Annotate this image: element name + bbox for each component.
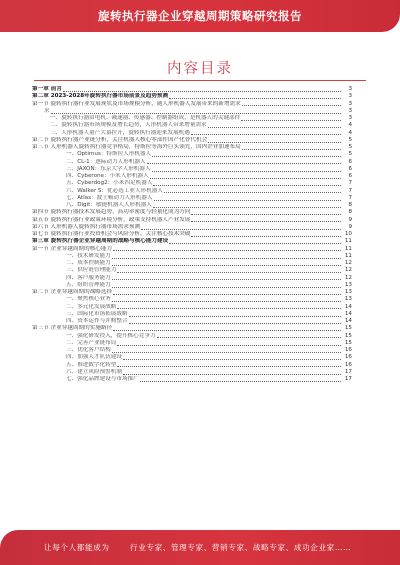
toc-entry-page: 6 [348,158,352,165]
toc-entry-label: 第三章 旋转执行器企业穿越周期的战略与核心能力建设 [32,238,169,245]
toc-entry[interactable] [32,188,352,195]
toc-entry-page: 3 [348,93,352,100]
toc-entry[interactable] [32,282,352,289]
toc-leader-dots [112,258,341,259]
toc-leader-dots [140,381,341,382]
toc-entry-page: 11 [344,252,352,259]
toc-entry-label: 二、完善产业链布局 [66,339,117,346]
toc-entry[interactable] [32,304,352,311]
toc-entry-page: 3 [348,107,352,114]
toc-entry-label: 第三节 企业穿越周期的实施路径 [32,325,113,332]
toc-leader-dots [112,279,341,280]
toc-entry[interactable] [32,333,352,340]
toc-entry-page: 4 [348,129,352,136]
toc-entry-page: 15 [344,325,352,332]
toc-entry[interactable] [32,369,352,376]
toc-entry-label: 二、成本控制能力 [66,260,111,266]
toc-entry-page: 12 [344,267,352,274]
toc-entry[interactable] [32,340,352,347]
report-title: 旋转执行器企业穿越周期策略研究报告 [98,9,302,23]
toc-leader-dots [191,236,341,237]
toc-entry-label: 第二节 旋转执行器产业链分析，关注机器人核心零部件国产化替代机会 [32,136,208,143]
toc-entry-label: 第一节 旋转执行器行业发展现状及市场规模分析，随人形机器人发展带来的新增需求 [32,100,241,107]
toc-entry-page: 3 [348,100,352,107]
table-of-contents [32,86,352,383]
toc-entry[interactable] [32,231,352,238]
toc-entry-page: 12 [344,260,352,266]
toc-entry-page: 13 [344,296,352,303]
toc-entry-label: 六、Walker S：优必选工业人形机器人 [66,187,163,194]
toc-entry[interactable] [32,180,352,187]
toc-entry[interactable] [32,238,352,245]
toc-leader-dots [208,142,341,143]
toc-entry[interactable] [32,311,352,318]
toc-leader-dots [242,149,341,150]
toc-entry-label: 五、推进数字化转型 [66,361,117,368]
toc-entry-label: 八、Digit：敏捷机器人人形机器人 [66,202,152,208]
toc-leader-dots [164,192,341,193]
toc-entry-label: 七、Atlas：波士顿动力人形机器人 [66,194,153,201]
toc-entry-label: 第二章 2023-2028年旋转执行器市场前景及趋势预测 [32,93,169,100]
toc-entry-page: 11 [344,245,352,252]
toc-entry[interactable] [32,93,352,100]
toc-leader-dots [113,250,341,251]
toc-entry-page: 7 [348,194,352,201]
toc-leader-dots [153,207,341,208]
toc-entry-label: 第五节 旋转执行器行业政策环境分析，政策支持机器人产业发展 [32,216,191,223]
toc-entry[interactable] [32,362,352,369]
toc-entry-page: 4 [348,122,352,129]
toc-leader-dots [169,98,341,99]
toc-entry-page: 17 [344,376,352,382]
toc-entry-label: 五、组织管理能力 [66,281,111,288]
toc-entry[interactable] [32,86,352,93]
toc-entry-label: 一、技术研发能力 [66,252,111,259]
toc-leader-dots [63,91,341,92]
toc-leader-dots [117,366,341,367]
toc-entry-label: 一、旋转执行器由电机、减速器、传感器、控制器组成，是机器人的关键部件 [50,115,241,121]
toc-entry-label: 四、客户服务能力 [66,274,111,281]
toc-entry[interactable] [32,246,352,253]
toc-entry[interactable] [32,166,352,173]
header-bar [0,0,400,32]
toc-entry-page: 10 [344,231,352,237]
toc-entry[interactable] [32,347,352,354]
toc-entry-page: 8 [348,202,352,208]
toc-entry-page: 11 [344,238,352,245]
toc-entry-label: 第一节 企业穿越周期的核心能力 [32,245,113,252]
toc-leader-dots [191,134,341,135]
toc-leader-dots [112,265,341,266]
toc-entry[interactable] [32,151,352,158]
toc-leader-dots [147,163,341,164]
toc-entry[interactable] [32,296,352,303]
toc-heading: 内容目录 [167,61,233,77]
toc-entry-page: 14 [344,318,352,324]
toc-entry[interactable] [32,101,352,108]
toc-entry[interactable] [32,108,352,115]
toc-entry-label: 四、资本运作与并购整合 [66,318,128,324]
toc-entry[interactable] [32,275,352,282]
toc-entry-label: 二、旋转执行器市场规模及增长趋势，人形机器人带来增量需求 [50,122,207,129]
toc-leader-dots [157,337,341,338]
toc-entry-page: 14 [344,310,352,317]
toc-entry-page: 5 [348,144,352,150]
toc-entry-label: 二、CL-1：逐际动力人形机器人 [66,158,146,165]
toc-leader-dots [113,330,341,331]
toc-leader-dots [191,221,341,222]
toc-entry-label: 第二节 企业穿越周期的战略选择 [32,289,113,295]
toc-entry[interactable] [32,217,352,224]
toc-entry[interactable] [32,173,352,180]
toc-entry-label: 七、强化品牌建设与市场推广 [66,376,139,382]
toc-entry-page: 16 [344,361,352,368]
toc-leader-dots [117,272,341,273]
toc-leader-dots [112,352,341,353]
toc-entry-label: 一、Optimus：特斯拉人形机器人 [66,151,152,158]
toc-entry-page: 9 [348,223,352,230]
toc-entry-page: 5 [348,151,352,158]
toc-entry-label: 一、强化研发投入，提升核心竞争力 [66,332,156,339]
toc-entry[interactable] [32,137,352,144]
toc-entry-label: 第四节 旋转执行器技术发展趋势，高功率密度与轻量化成为方向 [32,209,191,216]
toc-entry[interactable] [32,289,352,296]
toc-entry-label: 第七节 旋转执行器行业投资机会与风险分析，关注核心技术突破 [32,231,191,237]
toc-entry-label: 三、JAXON：东京大学人形机器人 [66,165,151,172]
toc-leader-dots [123,374,341,375]
toc-entry-label: 三、优化客户结构 [66,347,111,353]
toc-entry-page: 16 [344,347,352,353]
toc-entry-page: 7 [348,180,352,187]
toc-entry-page: 12 [344,274,352,281]
toc-leader-dots [153,185,341,186]
toc-leader-dots [51,113,341,114]
toc-entry-label: 二、多元化发展战略 [66,303,117,310]
footer-bar [0,530,400,565]
toc-leader-dots [112,287,341,288]
toc-entry-label: 第六节 人形机器人旋转执行器市场需求预测 [32,223,141,230]
toc-entry-page: 7 [348,187,352,194]
toc-leader-dots [152,156,341,157]
toc-entry-label: 第一章 前言 [32,86,62,92]
toc-entry-page: 3 [348,115,352,121]
toc-leader-dots [241,120,341,121]
toc-entry[interactable] [32,144,352,151]
toc-entry[interactable] [32,159,352,166]
toc-leader-dots [141,229,341,230]
toc-leader-dots [208,127,341,128]
toc-leader-dots [112,301,341,302]
toc-entry-label: 第三节 人形机器人旋转执行器竞争格局，特斯拉等海外巨头领先，国内企业加速布局 [32,144,241,150]
toc-entry-page: 8 [348,209,352,216]
toc-entry-page: 3 [348,86,352,92]
toc-entry-label: 五、Cyberdog2：小米四足机器人 [66,180,153,187]
toc-entry-label: 三、人形机器人量产大幕拉开，旋转执行器迎来发展机遇 [50,129,190,136]
toc-entry[interactable] [32,130,352,137]
toc-entry[interactable] [32,209,352,216]
toc-leader-dots [123,359,341,360]
toc-entry-page: 5 [348,136,352,143]
toc-entry[interactable] [32,224,352,231]
toc-leader-dots [117,308,341,309]
toc-entry[interactable] [32,325,352,332]
toc-entry-page: 13 [344,289,352,295]
toc-leader-dots [152,171,341,172]
toc-entry-label: 三、国际化市场拓展战略 [66,310,128,317]
footer-slogan: 让每个人都能成为 [44,543,110,552]
toc-leader-dots [113,294,341,295]
toc-divider [34,80,366,81]
toc-leader-dots [154,200,341,201]
toc-leader-dots [150,178,341,179]
toc-entry-page: 9 [348,216,352,223]
toc-entry-page: 13 [344,281,352,288]
toc-entry[interactable] [32,202,352,209]
toc-entry-page: 15 [344,332,352,339]
toc-entry-label: 求 [44,107,50,114]
toc-leader-dots [129,323,341,324]
toc-entry[interactable] [32,253,352,260]
footer-roles: 行业专家、管理专家、营销专家、战略专家、成功企业家…… [130,543,352,552]
toc-entry-label: 一、聚焦核心业务 [66,296,111,303]
toc-entry-page: 15 [344,339,352,346]
toc-leader-dots [117,345,341,346]
toc-leader-dots [191,214,341,215]
toc-entry-page: 6 [348,165,352,172]
toc-entry-label: 三、供应链管理能力 [66,267,117,274]
toc-entry[interactable] [32,267,352,274]
toc-entry-label: 四、Cyberone：小米人形机器人 [66,173,149,179]
toc-entry[interactable] [32,115,352,122]
toc-entry-page: 17 [344,368,352,375]
toc-entry[interactable] [32,260,352,267]
toc-entry[interactable] [32,376,352,383]
toc-entry-page: 14 [344,303,352,310]
toc-entry[interactable] [32,354,352,361]
toc-entry-page: 6 [348,173,352,179]
toc-entry-label: 四、加强人才队伍建设 [66,354,122,361]
toc-leader-dots [169,243,341,244]
toc-entry[interactable] [32,195,352,202]
toc-entry[interactable] [32,318,352,325]
toc-leader-dots [129,316,341,317]
toc-leader-dots [242,105,341,106]
toc-entry-page: 16 [344,354,352,361]
toc-entry-label: 六、建立风险预警机制 [66,368,122,375]
toc-entry[interactable] [32,122,352,129]
